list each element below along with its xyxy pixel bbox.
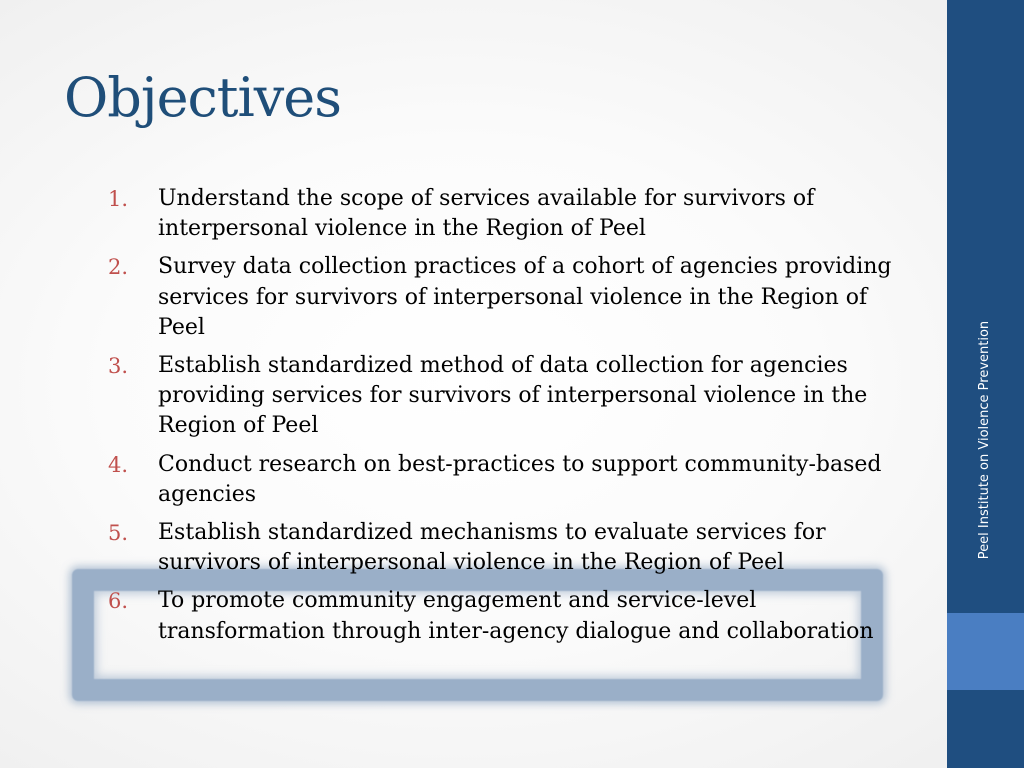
objective-number: 3. [108,354,129,379]
objective-number: 1. [108,187,129,211]
objective-text: Survey data collection practices of a cohort of agencies providing services for survivors of interpersonal violence in the Region of Peel [158,254,892,340]
objective-text: Establish standardized method of data collection for agencies providing services for survivors of interpersonal violence in the Region of Peel [158,353,868,439]
sidebar [947,0,1024,768]
objective-number: 2. [108,255,129,280]
objective-text: Establish standardized mechanisms to evaluate services for survivors of interpersonal violence in the Region of Peel [158,520,826,576]
objective-item-6 [108,586,898,646]
objectives-list [108,184,898,655]
objective-number: 5. [108,521,129,546]
objective-text: Understand the scope of services available for survivors of interpersonal violence in the Region of Peel [158,186,815,242]
objective-number: 4. [108,452,129,477]
objective-item-5 [108,518,898,578]
objective-item-3 [108,351,898,442]
objective-item-2 [108,252,898,343]
objective-item-1 [108,184,898,244]
slide-title: Objectives [64,66,341,129]
organization-label: Peel Institute on Violence Prevention [977,320,992,560]
objective-text: To promote community engagement and service-level transformation through inter-agency dialogue and collaboration [158,588,874,644]
objective-number: 6. [108,589,129,614]
objective-item-4 [108,450,898,510]
sidebar-accent-block [947,613,1024,690]
objective-text: Conduct research on best-practices to support community-based agencies [158,451,882,507]
